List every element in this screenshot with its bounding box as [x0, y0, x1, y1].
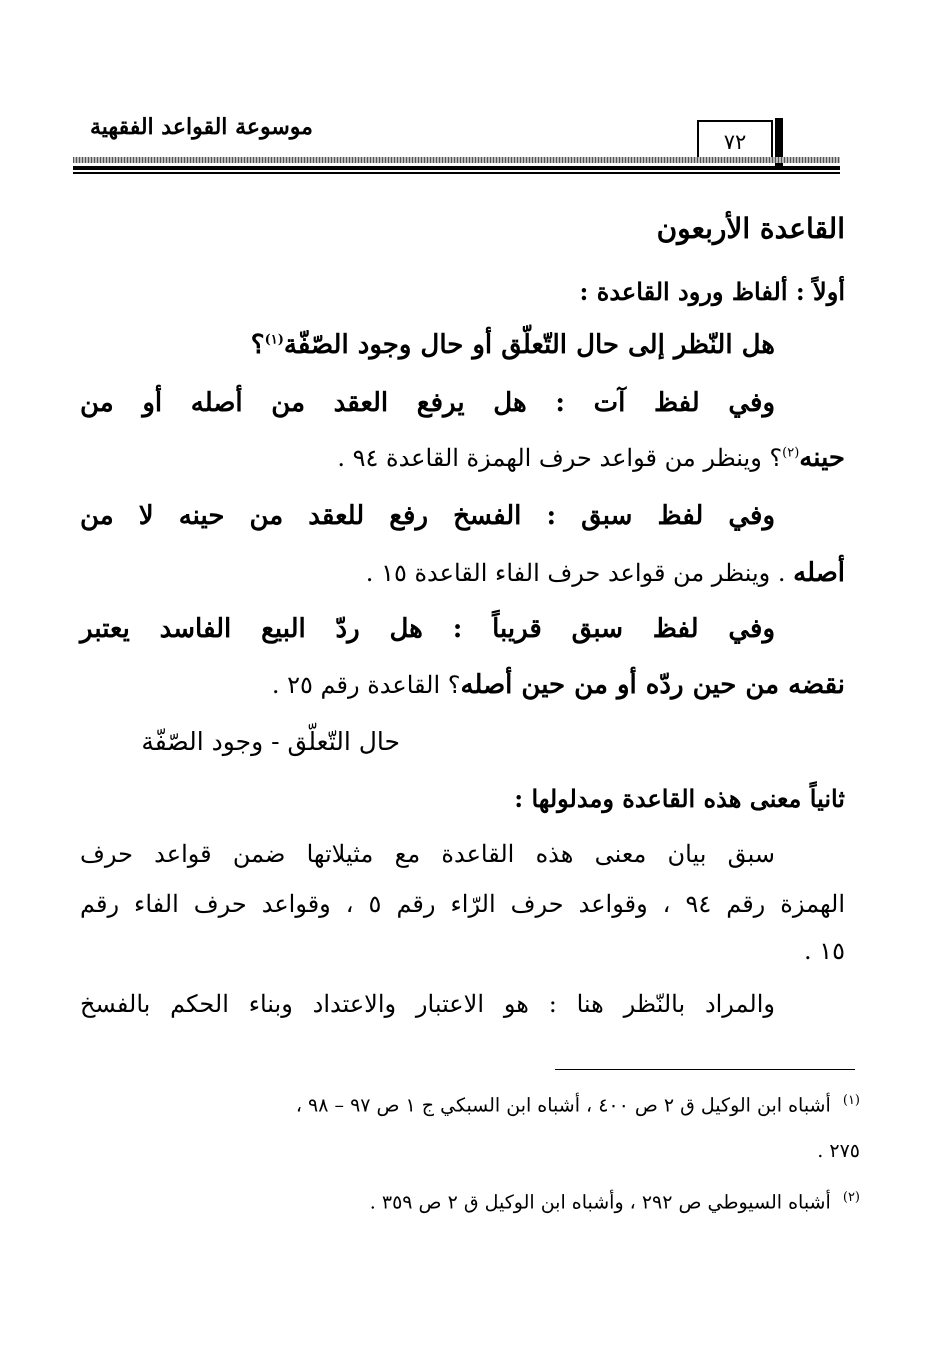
header-rule-thick — [73, 166, 840, 170]
wording-1-text: هل النّظر إلى حال التّعلّق أو حال وجود الصّفّة — [283, 330, 775, 360]
wording-4-line1: وفي لفظ سبق قريباً : هل ردّ البيع الفاسد يعتبر — [80, 614, 775, 644]
wording-2-rest: ؟ وينظر من قواعد حرف الهمزة القاعدة ٩٤ . — [337, 444, 783, 472]
footnote-ref-1: (١) — [264, 332, 284, 348]
wording-3-rest: . وينظر من قواعد حرف الفاء القاعدة ١٥ . — [365, 559, 794, 587]
wording-1-end: ؟ — [250, 330, 265, 360]
footnote-ref-2: (٢) — [782, 445, 800, 461]
section-heading-meaning: ثانياً معنى هذه القاعدة ومدلولها : — [514, 784, 845, 813]
section-heading-wording: أولاً : ألفاظ ورود القاعدة : — [579, 277, 845, 306]
wording-2-line1: وفي لفظ آت : هل يرفع العقد من أصله أو من — [80, 388, 775, 418]
wording-3-line1: وفي لفظ سبق : الفسخ رفع للعقد من حينه لا من — [80, 501, 775, 531]
meaning-line-1: سبق بيان معنى هذه القاعدة مع مثيلاتها ضمن قواعد حرف — [80, 840, 775, 868]
meaning-line-2: الهمزة رقم ٩٤ ، وقواعد حرف الرّاء رقم ٥ ، وقواعد حرف الفاء رقم — [80, 890, 846, 918]
footnote-1-line1 — [296, 1093, 860, 1116]
page-number: ٧٢ — [697, 120, 773, 162]
rule-title: القاعدة الأربعون — [656, 212, 845, 245]
wording-3-bold: أصله — [793, 558, 845, 588]
footnote-separator — [555, 1069, 855, 1070]
running-header-title: موسوعة القواعد الفقهية — [90, 114, 313, 140]
footnote-1-line2: ٢٧٥ . — [817, 1140, 860, 1162]
wording-1 — [251, 330, 775, 360]
key-terms: حال التّعلّق - وجود الصّفّة — [141, 727, 400, 756]
footnote-1-text: أشباه ابن الوكيل ق ٢ ص ٤٠٠ ، أشباه ابن السبكي ج ١ ص ٩٧ – ٩٨ ، — [295, 1094, 831, 1117]
footnote-1-mark: (١) — [842, 1093, 860, 1108]
wording-2-line2 — [337, 443, 845, 473]
wording-2-bold: حينه — [799, 443, 845, 473]
meaning-line-4: والمراد بالنّظر هنا : هو الاعتبار والاعتداد وبناء الحكم بالفسخ — [80, 990, 775, 1018]
footnote-2-text: أشباه السيوطي ص ٢٩٢ ، وأشباه ابن الوكيل ق ٢ ص ٣٥٩ . — [369, 1191, 831, 1214]
footnote-2-mark: (٢) — [842, 1190, 860, 1205]
header-rule-hatched — [73, 157, 840, 163]
wording-4-rest: ؟ القاعدة رقم ٢٥ . — [271, 671, 461, 699]
wording-4-line2 — [272, 670, 845, 700]
footnote-2 — [370, 1190, 860, 1213]
wording-3-line2 — [366, 558, 845, 588]
header-rule-thin — [73, 172, 840, 174]
meaning-line-3: ١٥ . — [803, 937, 845, 965]
wording-4-bold: نقضه من حين ردّه أو من حين أصله — [460, 670, 845, 700]
